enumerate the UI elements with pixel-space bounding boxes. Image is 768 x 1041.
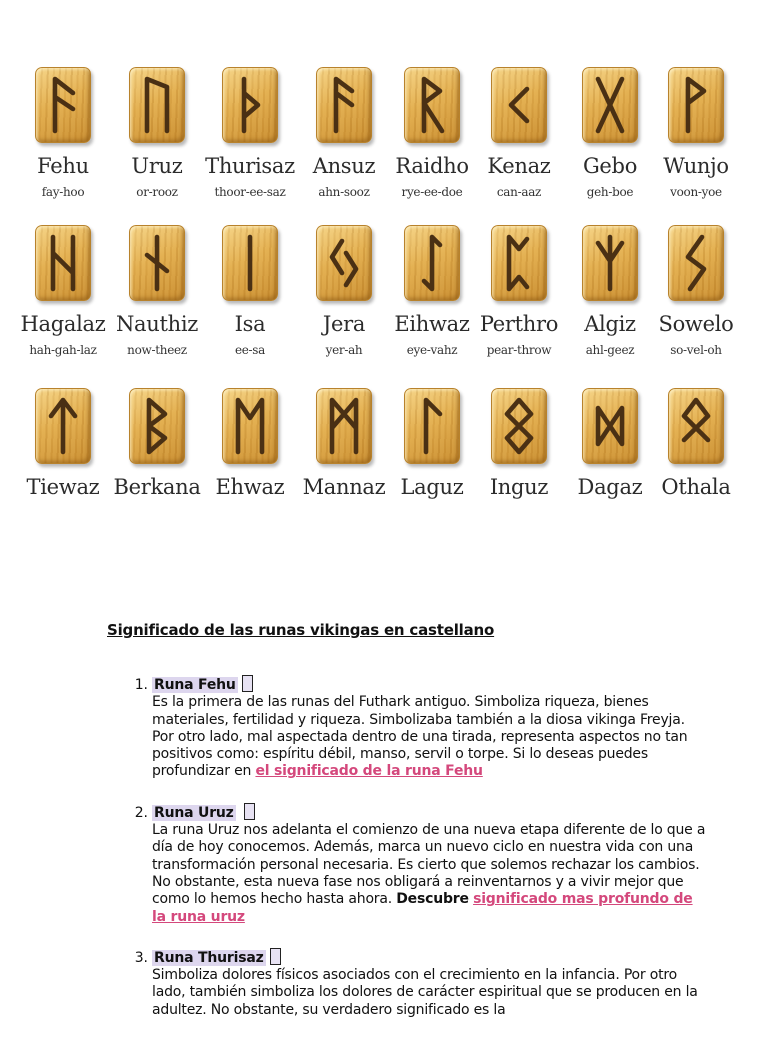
rune-card-uruz — [109, 67, 205, 227]
rune-pronunciation: hah-gah-laz — [29, 343, 97, 357]
rune-pronunciation: now-theez — [127, 343, 187, 357]
uruz-meaning-link[interactable]: significado mas profundo de la runa uruz — [152, 891, 693, 925]
rune-card-jera — [296, 225, 392, 385]
article — [107, 620, 707, 1041]
rune-pronunciation: fay-hoo — [41, 185, 85, 199]
sowelo-rune-icon — [668, 225, 724, 301]
rune-card-nauthiz — [109, 225, 205, 385]
item-text — [152, 694, 707, 780]
item-body: Simboliza dolores físicos asociados con el crecimiento en la infancia. Por otro lado, también simboliza los dolores de carácter espiritual que se producen en la adultez. No obstante, su verdadero significado es la — [152, 967, 698, 1018]
rune-pronunciation: ahn-sooz — [318, 185, 370, 199]
rune-chart — [0, 55, 768, 513]
item-body: La runa Uruz nos adelanta el comienzo de una nueva etapa diferente de lo que a día de hoy conocemos. Además, marca un nuevo ciclo en nuestra vida con una transformación personal necesaria. Es cierto que solemos rechazar los cambios. No obstante, esta nueva fase nos obligará a reinventarnos y a vivir mejor que como lo hemos hecho hasta ahora. — [152, 822, 706, 908]
raidho-rune-icon — [404, 67, 460, 143]
fehu-meaning-link[interactable]: el significado de la runa Fehu — [255, 763, 483, 780]
rune-card-isa — [202, 225, 298, 385]
list-item-fehu — [152, 675, 707, 781]
rune-card-kenaz — [471, 67, 567, 227]
rune-name: Nauthiz — [115, 312, 199, 336]
rune-pronunciation: or-rooz — [136, 185, 178, 199]
rune-name: Sowelo — [658, 312, 734, 336]
rune-pronunciation: thoor-ee-saz — [214, 185, 286, 199]
berkana-rune-icon — [129, 388, 185, 464]
rune-card-thurisaz — [202, 67, 298, 227]
rune-card-hagalaz — [15, 225, 111, 385]
rune-card-perthro — [471, 225, 567, 385]
rune-name: Berkana — [113, 475, 201, 499]
rune-name: Inguz — [489, 475, 549, 499]
rune-name: Kenaz — [487, 154, 551, 178]
ehwaz-rune-icon — [222, 388, 278, 464]
isa-rune-icon — [222, 225, 278, 301]
rune-name: Ansuz — [312, 154, 376, 178]
rune-pronunciation: ahl-geez — [585, 343, 635, 357]
item-text — [152, 822, 707, 926]
perthro-rune-icon — [491, 225, 547, 301]
rune-pronunciation: voon-yoe — [670, 185, 722, 199]
rune-pronunciation: pear-throw — [486, 343, 552, 357]
rune-card-wunjo — [648, 67, 744, 227]
item-bold-text: Descubre — [396, 891, 469, 908]
rune-card-algiz — [562, 225, 658, 385]
item-body: Es la primera de las runas del Futhark antiguo. Simboliza riqueza, bienes materiales, fertilidad y riqueza. Simbolizaba también a la diosa vikinga Freyja. Por otro lado, mal aspectada dentro de una tirada, representa aspectos no tan positivos como: espíritu débil, manso, servil o torpe. Si lo deseas puedes profundizar en — [152, 694, 688, 780]
wunjo-rune-icon — [668, 67, 724, 143]
rune-name: Jera — [322, 312, 366, 336]
rune-name: Eihwaz — [394, 312, 470, 336]
rune-name: Raidho — [395, 154, 469, 178]
rune-card-eihwaz — [384, 225, 480, 385]
inguz-rune-icon — [491, 388, 547, 464]
item-heading: Runa Fehu — [154, 677, 236, 693]
rune-name: Thurisaz — [205, 154, 295, 178]
rune-pronunciation: rye-ee-doe — [401, 185, 463, 199]
rune-pronunciation: yer-ah — [325, 343, 363, 357]
rune-card-othala — [648, 388, 744, 513]
ansuz-rune-icon — [316, 67, 372, 143]
rune-name: Dagaz — [577, 475, 643, 499]
missing-glyph-icon — [270, 948, 281, 965]
rune-name: Isa — [234, 312, 266, 336]
dagaz-rune-icon — [582, 388, 638, 464]
laguz-rune-icon — [404, 388, 460, 464]
rune-pronunciation: can-aaz — [496, 185, 542, 199]
item-text — [152, 967, 707, 1019]
rune-name: Othala — [661, 475, 731, 499]
item-heading: Runa Thurisaz — [154, 949, 264, 966]
rune-meaning-list — [107, 675, 707, 1019]
rune-name: Gebo — [582, 154, 638, 178]
rune-name: Uruz — [131, 154, 183, 178]
uruz-rune-icon — [129, 67, 185, 143]
rune-name: Wunjo — [663, 154, 729, 178]
rune-name: Perthro — [479, 312, 559, 336]
fehu-rune-icon — [35, 67, 91, 143]
rune-card-raidho — [384, 67, 480, 227]
missing-glyph-icon — [244, 803, 255, 820]
rune-card-fehu — [15, 67, 111, 227]
rune-name: Mannaz — [302, 475, 386, 499]
rune-name: Algiz — [584, 312, 636, 336]
article-title: Significado de las runas vikingas en castellano — [107, 621, 495, 639]
item-heading: Runa Uruz — [154, 804, 234, 821]
rune-name: Laguz — [400, 475, 464, 499]
list-item-uruz — [152, 803, 707, 926]
gebo-rune-icon — [582, 67, 638, 143]
hagalaz-rune-icon — [35, 225, 91, 301]
nauthiz-rune-icon — [129, 225, 185, 301]
kenaz-rune-icon — [491, 67, 547, 143]
rune-name: Fehu — [37, 154, 89, 178]
rune-pronunciation: eye-vahz — [406, 343, 458, 357]
list-item-thurisaz — [152, 948, 707, 1019]
rune-card-sowelo — [648, 225, 744, 385]
mannaz-rune-icon — [316, 388, 372, 464]
thurisaz-rune-icon — [222, 67, 278, 143]
rune-name: Tiewaz — [26, 475, 100, 499]
rune-pronunciation: ee-sa — [234, 343, 266, 357]
eihwaz-rune-icon — [404, 225, 460, 301]
missing-glyph-icon — [242, 675, 253, 692]
rune-pronunciation: geh-boe — [586, 185, 634, 199]
tiewaz-rune-icon — [35, 388, 91, 464]
rune-name: Hagalaz — [20, 312, 106, 336]
rune-name: Ehwaz — [215, 475, 285, 499]
rune-card-ansuz — [296, 67, 392, 227]
othala-rune-icon — [668, 388, 724, 464]
algiz-rune-icon — [582, 225, 638, 301]
rune-pronunciation: so-vel-oh — [670, 343, 722, 357]
rune-card-gebo — [562, 67, 658, 227]
jera-rune-icon — [316, 225, 372, 301]
